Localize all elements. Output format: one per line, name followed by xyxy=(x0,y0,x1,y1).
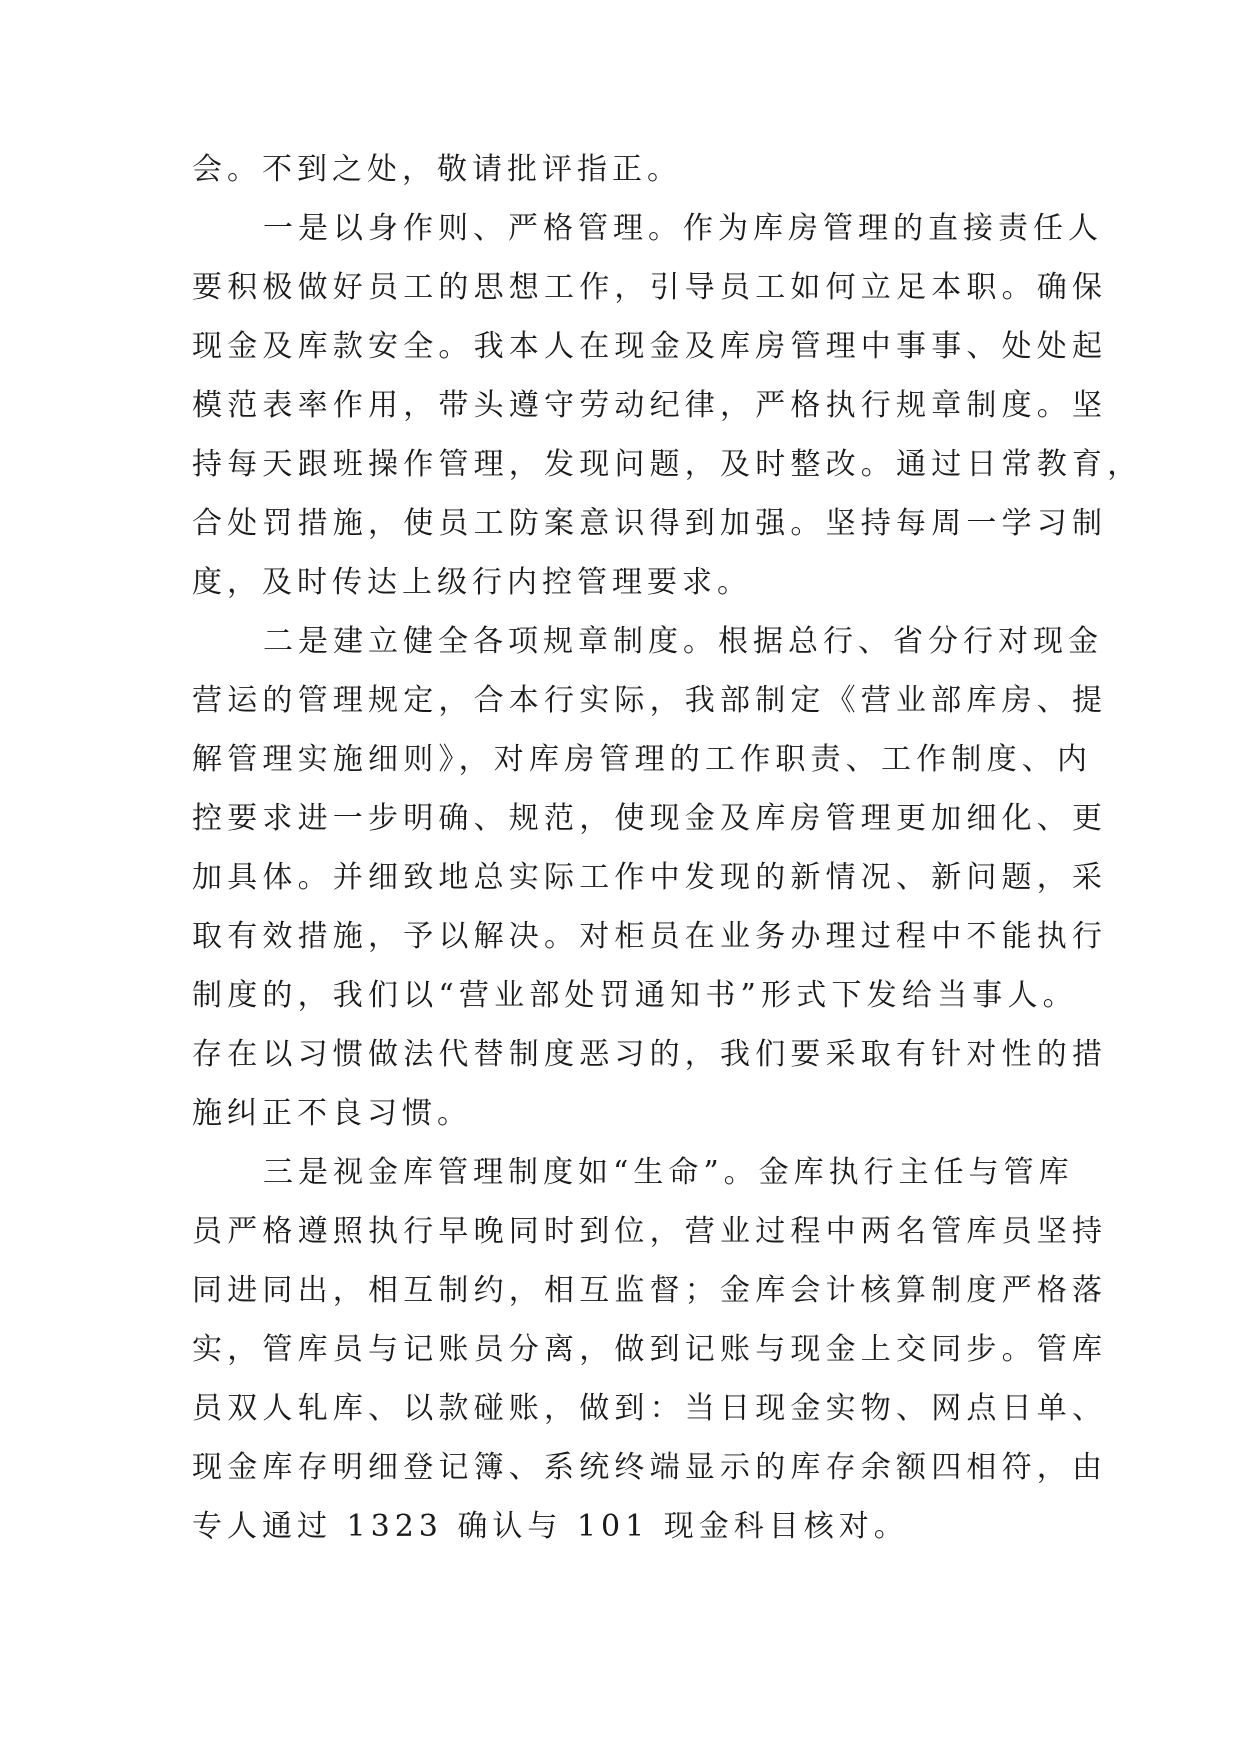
text-line: 取有效措施，予以解决。对柜员在业务办理过程中不能执行 xyxy=(192,919,1108,954)
text-line: 同进同出，相互制约，相互监督；金库会计核算制度严格落 xyxy=(192,1273,1108,1308)
text-line: 现金库存明细登记簿、系统终端显示的库存余额四相符，由 xyxy=(192,1450,1108,1485)
text-line: 施纠正不良习惯。 xyxy=(192,1096,472,1131)
paragraph-1-start: 一是以身作则、严格管理。作为库房管理的直接责任人 xyxy=(263,211,1103,246)
text-line: 员严格遵照执行早晚同时到位，营业过程中两名管库员坚持 xyxy=(192,1214,1108,1249)
text-line: 持每天跟班操作管理，发现问题，及时整改。通过日常教育， xyxy=(192,447,1143,482)
text-line: 员双人轧库、以款碰账，做到：当日现金实物、网点日单、 xyxy=(192,1391,1108,1426)
text-line: 合处罚措施，使员工防案意识得到加强。坚持每周一学习制 xyxy=(192,506,1108,541)
paragraph-3-start: 三是视金库管理制度如“生命”。金库执行主任与管库 xyxy=(263,1155,1074,1190)
text-line: 解管理实施细则》，对库房管理的工作职责、工作制度、内 xyxy=(192,742,1093,777)
text-line: 现金及库款安全。我本人在现金及库房管理中事事、处处起 xyxy=(192,329,1108,364)
text-line: 要积极做好员工的思想工作，引导员工如何立足本职。确保 xyxy=(192,270,1108,305)
text-line: 专人通过 1323 确认与 101 现金科目核对。 xyxy=(192,1509,909,1544)
text-line: 加具体。并细致地总实际工作中发现的新情况、新问题，采 xyxy=(192,860,1108,895)
text-line: 存在以习惯做法代替制度恶习的，我们要采取有针对性的措 xyxy=(192,1037,1108,1072)
text-line: 实，管库员与记账员分离，做到记账与现金上交同步。管库 xyxy=(192,1332,1108,1367)
text-line: 制度的，我们以“营业部处罚通知书”形式下发给当事人。 xyxy=(192,978,1078,1013)
text-line: 模范表率作用，带头遵守劳动纪律，严格执行规章制度。坚 xyxy=(192,388,1108,423)
text-line: 控要求进一步明确、规范，使现金及库房管理更加细化、更 xyxy=(192,801,1108,836)
text-line: 度，及时传达上级行内控管理要求。 xyxy=(192,565,752,600)
paragraph-2-start: 二是建立健全各项规章制度。根据总行、省分行对现金 xyxy=(263,624,1103,659)
text-line: 会。不到之处，敬请批评指正。 xyxy=(192,152,682,187)
text-line: 营运的管理规定，合本行实际，我部制定《营业部库房、提 xyxy=(192,683,1108,718)
